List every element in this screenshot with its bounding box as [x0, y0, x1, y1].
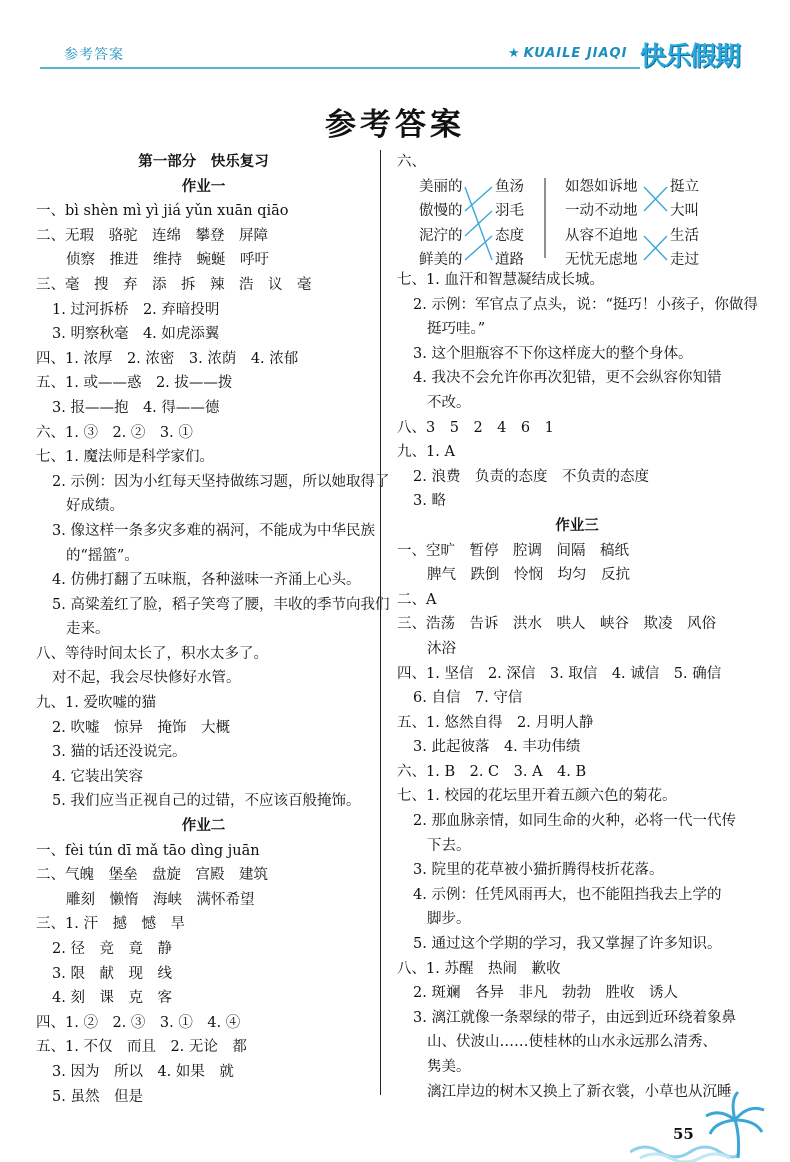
- answer-line: 八、1. 苏醒 热闹 歉收: [397, 960, 561, 977]
- answer-line: 六、1. ③ 2. ② 3. ①: [36, 424, 193, 441]
- answer-line: 3. 明察秋毫 4. 如虎添翼: [52, 326, 220, 343]
- match-left-noun: 态度: [495, 228, 524, 244]
- answer-line: 3. 略: [413, 493, 446, 510]
- answer-line: 对不起，我会尽快修好水管。: [52, 670, 241, 687]
- answer-line: 6. 自信 7. 守信: [413, 690, 523, 707]
- match-right-verb: 走过: [670, 252, 699, 268]
- match-line: [465, 211, 492, 236]
- answer-line: 四、1. 坚信 2. 深信 3. 取信 4. 诚信 5. 确信: [397, 665, 722, 682]
- section-heading: 第一部分 快乐复习: [138, 153, 269, 170]
- match-left-adjective: 傲慢的: [419, 203, 463, 219]
- answer-line: 五、1. 或——惑 2. 拔——拨: [36, 375, 233, 392]
- answer-line: 2. 吹嘘 惊异 掩饰 大概: [52, 719, 230, 736]
- answer-line: 1. 过河拆桥 2. 弃暗投明: [52, 301, 220, 318]
- answer-line: 四、1. ② 2. ③ 3. ① 4. ④: [36, 1014, 241, 1031]
- match-left-adjective: 美丽的: [419, 179, 463, 195]
- answer-line: 3. 报——抱 4. 得——德: [52, 399, 220, 416]
- answer-line: 八、等待时间太长了，积水太多了。: [36, 645, 268, 662]
- header-section-label: 参考答案: [64, 47, 124, 63]
- answer-line: 三、浩荡 告诉 洪水 哄人 峡谷 欺凌 风俗: [397, 616, 716, 633]
- header-rule: [40, 67, 640, 69]
- section-heading: 作业二: [181, 817, 226, 835]
- match-right-adverb: 无忧无虑地: [565, 252, 638, 268]
- answer-line: 下去。: [427, 837, 471, 854]
- header-brand-pinyin: [508, 46, 627, 61]
- match-left-adjective: 泥泞的: [419, 228, 463, 244]
- left-column: [36, 150, 390, 1109]
- answer-line: 隽美。: [427, 1059, 471, 1075]
- answer-line: 3. 像这样一条多灾多难的祸河，不能成为中华民族: [52, 522, 375, 539]
- right-column: [397, 150, 757, 1104]
- answer-line: 2. 示例：军官点了点头，说：“挺巧！小孩子，你做得: [413, 296, 758, 313]
- answer-line: 不改。: [427, 394, 471, 411]
- answer-line: 3. 因为 所以 4. 如果 就: [52, 1063, 234, 1080]
- answer-line: 挺巧哇。”: [427, 321, 486, 338]
- answer-line: 漓江岸边的树木又换上了新衣裳，小草也从沉睡: [427, 1083, 732, 1100]
- answer-line: 五、1. 悠然自得 2. 月明人静: [397, 714, 594, 731]
- answer-line: 2. 示例：因为小红每天坚持做练习题，所以她取得了: [52, 473, 390, 490]
- answer-line: 3. 这个胆瓶容不下你这样庞大的整个身体。: [413, 345, 693, 362]
- answer-line: 5. 通过这个学期的学习，我又掌握了许多知识。: [413, 936, 722, 953]
- brand-pinyin-text: KUAILE JIAQI: [523, 46, 628, 61]
- answer-line: 九、1. A: [397, 444, 455, 461]
- answer-line: 二、无瑕 骆驼 连绵 攀登 屏障: [36, 227, 268, 244]
- answer-line: 二、气魄 堡垒 盘旋 宫殿 建筑: [36, 867, 268, 884]
- answer-line: 5. 高粱羞红了脸，稻子笑弯了腰，丰收的季节向我们: [52, 596, 390, 613]
- matching-lines: [397, 150, 757, 268]
- match-right-verb: 挺立: [670, 179, 699, 195]
- answer-line: 的“摇篮”。: [66, 547, 139, 564]
- answer-line: 三、1. 汗 撼 憾 旱: [36, 916, 185, 933]
- answer-line: 九、1. 爱吹嘘的猫: [36, 695, 156, 712]
- match-right-adverb: 从容不迫地: [565, 228, 638, 244]
- answer-line: 3. 院里的花草被小猫折腾得枝折花落。: [413, 862, 664, 879]
- section-heading: 作业一: [181, 177, 226, 195]
- star-icon: ★: [508, 46, 521, 61]
- match-right-adverb: 如怨如诉地: [565, 179, 638, 195]
- answer-line: 四、1. 浓厚 2. 浓密 3. 浓荫 4. 浓郁: [36, 350, 299, 367]
- answer-line: 侦察 推进 维持 蜿蜒 呼吁: [66, 252, 269, 269]
- match-left-noun: 道路: [495, 252, 524, 268]
- answer-line: 2. 径 竞 竟 静: [52, 941, 172, 957]
- page-number: 55: [673, 1125, 694, 1143]
- answer-line: 脾气 跌倒 怜悯 均匀 反抗: [427, 567, 630, 584]
- match-left-adjective: 鲜美的: [419, 252, 463, 268]
- answer-line: 3. 此起彼落 4. 丰功伟绩: [413, 739, 581, 756]
- match-left-noun: 羽毛: [495, 203, 524, 219]
- page-title: 参考答案: [325, 107, 465, 143]
- answer-line: 5. 虽然 但是: [52, 1088, 143, 1105]
- matching-exercise: [397, 150, 757, 268]
- answer-line: 3. 限 献 现 线: [52, 965, 172, 982]
- answer-line: 走来。: [66, 621, 110, 638]
- answer-line: 八、3 5 2 4 6 1: [397, 419, 554, 436]
- answer-line: 一、fèi tún dī mǎ tāo dìng juān: [36, 842, 260, 859]
- column-divider: [380, 150, 381, 1095]
- answer-line: 二、A: [397, 591, 437, 608]
- answer-line: 5. 我们应当正视自己的过错，不应该百般掩饰。: [52, 793, 361, 810]
- answer-line: 3. 猫的话还没说完。: [52, 744, 187, 761]
- answer-line: 2. 那血脉亲情，如同生命的火种，必将一代一代传: [413, 813, 736, 830]
- answer-line: 雕刻 懒惰 海峡 满怀希望: [66, 891, 255, 908]
- answer-line: 六、1. B 2. C 3. A 4. B: [397, 763, 587, 780]
- match-right-verb: 大叫: [670, 203, 699, 219]
- answer-line: 五、1. 不仅 而且 2. 无论 都: [36, 1039, 247, 1056]
- answer-line: 脚步。: [427, 911, 471, 928]
- answer-line: 沐浴: [427, 640, 456, 657]
- answer-line: 4. 示例：任凭风雨再大，也不能阻挡我去上学的: [413, 886, 722, 903]
- match-right-adverb: 一动不动地: [565, 203, 638, 219]
- answer-line: 一、bì shèn mì yì jiá yǔn xuān qiāo: [36, 203, 289, 220]
- answer-line: 七、1. 血汗和智慧凝结成长城。: [397, 272, 604, 288]
- answer-line: 七、1. 校园的花坛里开着五颜六色的菊花。: [397, 788, 677, 805]
- answer-line: 4. 它装出笑容: [52, 768, 143, 785]
- section-heading: 作业三: [555, 516, 599, 534]
- answer-line: 4. 刻 课 克 客: [52, 990, 172, 1007]
- brand-logo: 快乐假期: [640, 42, 741, 72]
- answer-line: 2. 斑斓 各异 非凡 勃勃 胜收 诱人: [413, 985, 678, 1002]
- answer-line: 4. 仿佛打翻了五味瓶，各种滋味一齐涌上心头。: [52, 572, 361, 589]
- answer-line: 一、空旷 暂停 腔调 间隔 稿纸: [397, 542, 629, 559]
- answer-line: 好成绩。: [66, 498, 124, 515]
- answer-line: 三、毫 搜 弃 添 拆 辣 浩 议 毫: [36, 276, 312, 293]
- palm-tree-icon: [700, 1090, 770, 1160]
- answer-line: 3. 漓江就像一条翠绿的带子，由远到近环绕着象鼻: [413, 1009, 736, 1026]
- answer-line: 山、伏波山……使桂林的山水永远那么清秀、: [427, 1034, 717, 1051]
- match-right-verb: 生活: [670, 228, 699, 244]
- answer-line: 4. 我决不会允许你再次犯错，更不会纵容你知错: [413, 370, 722, 387]
- answer-line: 2. 浪费 负责的态度 不负责的态度: [413, 468, 649, 485]
- matching-label: 六、: [397, 154, 426, 170]
- answer-line: 七、1. 魔法师是科学家们。: [36, 449, 214, 466]
- match-left-noun: 鱼汤: [495, 179, 524, 195]
